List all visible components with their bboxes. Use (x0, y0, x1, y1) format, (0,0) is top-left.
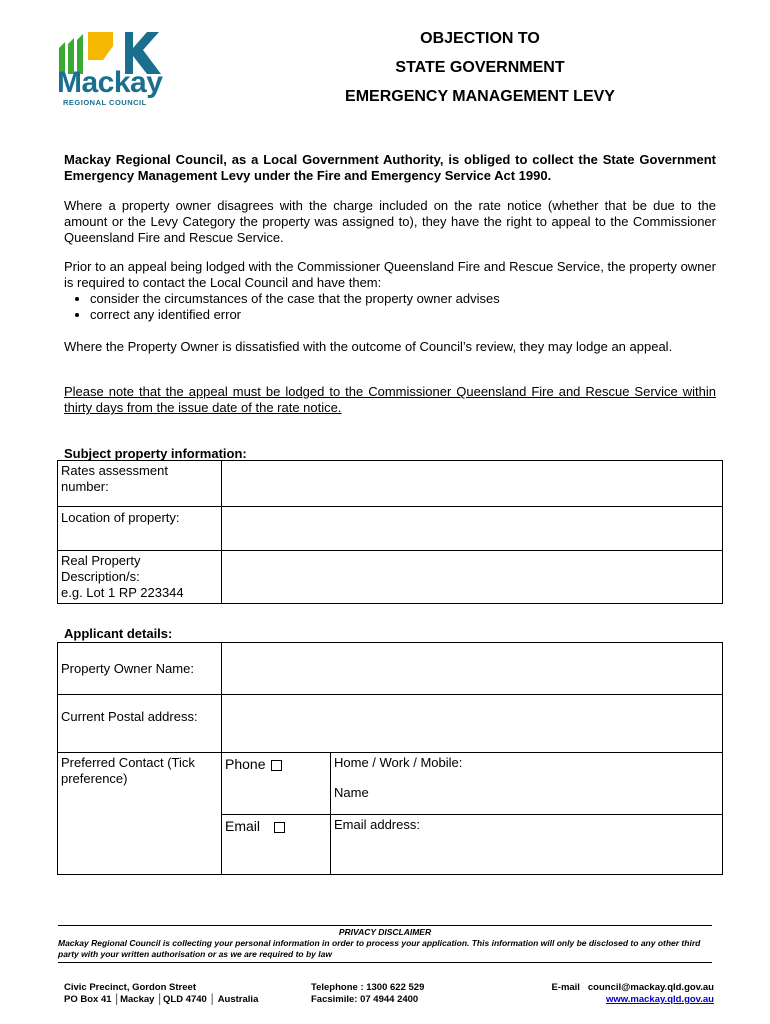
footer-address-line-2: PO Box 41 │Mackay │QLD 4740 │ Australia (64, 994, 259, 1005)
paragraph-appeal-right: Where a property owner disagrees with the charge included on the rate notice (whether that be due to the amount or the Levy Category the property was assigned to), they have the right to appeal to the Commissioner Queensland Fire and Rescue Service. (64, 198, 716, 245)
preferred-contact-label: Preferred Contact (Tick preference) (58, 753, 222, 875)
footer-website-link[interactable]: www.mackay.qld.gov.au (605, 994, 714, 1005)
footer-facsimile: Facsimile: 07 4944 2400 (311, 994, 419, 1005)
paragraph-dissatisfied: Where the Property Owner is dissatisfied with the outcome of Council’s review, they may lodge an appeal. (64, 339, 673, 354)
council-logo (55, 30, 170, 110)
applicant-table (57, 642, 723, 875)
owner-name-label: Property Owner Name: (58, 643, 222, 695)
footer-telephone: Telephone : 1300 622 529 (311, 982, 425, 993)
subject-property-table (57, 460, 723, 604)
location-label: Location of property: (58, 507, 222, 551)
privacy-heading: PRIVACY DISCLAIMER (338, 927, 432, 937)
footer-email-label: E-mail (551, 982, 580, 993)
rates-assessment-label: Rates assessment number: (58, 461, 222, 507)
paragraph-deadline-note: Please note that the appeal must be lodged to the Commissioner Queensland Fire and Rescue Service within thirty days from the issue date of the rate notice. (64, 384, 716, 415)
list-item: • consider the circumstances of the case that the property owner advises (90, 291, 716, 307)
title-line-3: EMERGENCY MANAGEMENT LEVY (345, 88, 615, 105)
footer-address-line-1: Civic Precinct, Gordon Street (64, 982, 196, 993)
paragraph-prior-text: Prior to an appeal being lodged with the Commissioner Queensland Fire and Rescue Service, the property owner is required to contact the Local Council and have them: (64, 259, 716, 290)
logo-subtitle: REGIONAL COUNCIL (63, 98, 147, 107)
phone-checkbox[interactable] (271, 760, 282, 771)
footer-contact (534, 982, 714, 1006)
subject-property-heading: Subject property information: (64, 446, 247, 461)
intro-paragraph: Mackay Regional Council, as a Local Government Authority, is obliged to collect the State Government Emergency Management Levy under the Fire and Emergency Service Act 1990. (64, 152, 716, 183)
phone-option[interactable] (222, 753, 331, 815)
title-line-2: STATE GOVERNMENT (395, 59, 565, 76)
email-details-field[interactable] (331, 815, 723, 875)
real-property-label-text: Real Property Description/s: (61, 553, 141, 584)
privacy-text: Mackay Regional Council is collecting your personal information in order to process your application. This information will only be disclosed to any other third party with your written authorisation or as we are required to by law (58, 938, 701, 959)
location-field[interactable] (222, 507, 723, 551)
phone-label: Phone (225, 756, 266, 772)
footer-address (64, 982, 258, 1006)
email-detail-label: Email address: (334, 817, 420, 832)
form-title (260, 24, 700, 111)
applicant-details-heading: Applicant details: (64, 626, 173, 641)
postal-address-field[interactable] (222, 695, 723, 753)
rates-assessment-field[interactable] (222, 461, 723, 507)
email-checkbox[interactable] (274, 822, 285, 833)
owner-name-field[interactable] (222, 643, 723, 695)
email-label: Email (225, 818, 261, 834)
paragraph-prior-appeal (64, 259, 716, 323)
phone-details-field[interactable] (331, 753, 723, 815)
postal-address-label: Current Postal address: (58, 695, 222, 753)
requirements-list (64, 291, 716, 323)
title-line-1: OBJECTION TO (420, 30, 540, 47)
phone-detail-label: Home / Work / Mobile: (334, 755, 463, 770)
logo-wordmark: Mackay (57, 66, 163, 99)
privacy-disclaimer (58, 925, 712, 963)
list-item: • correct any identified error (90, 307, 716, 323)
real-property-example: e.g. Lot 1 RP 223344 (61, 585, 184, 600)
footer-phone (311, 982, 424, 1006)
email-option[interactable] (222, 815, 331, 875)
contact-name-label: Name (334, 785, 369, 800)
footer-email[interactable]: council@mackay.qld.gov.au (587, 982, 714, 993)
real-property-label (58, 551, 222, 604)
real-property-field[interactable] (222, 551, 723, 604)
